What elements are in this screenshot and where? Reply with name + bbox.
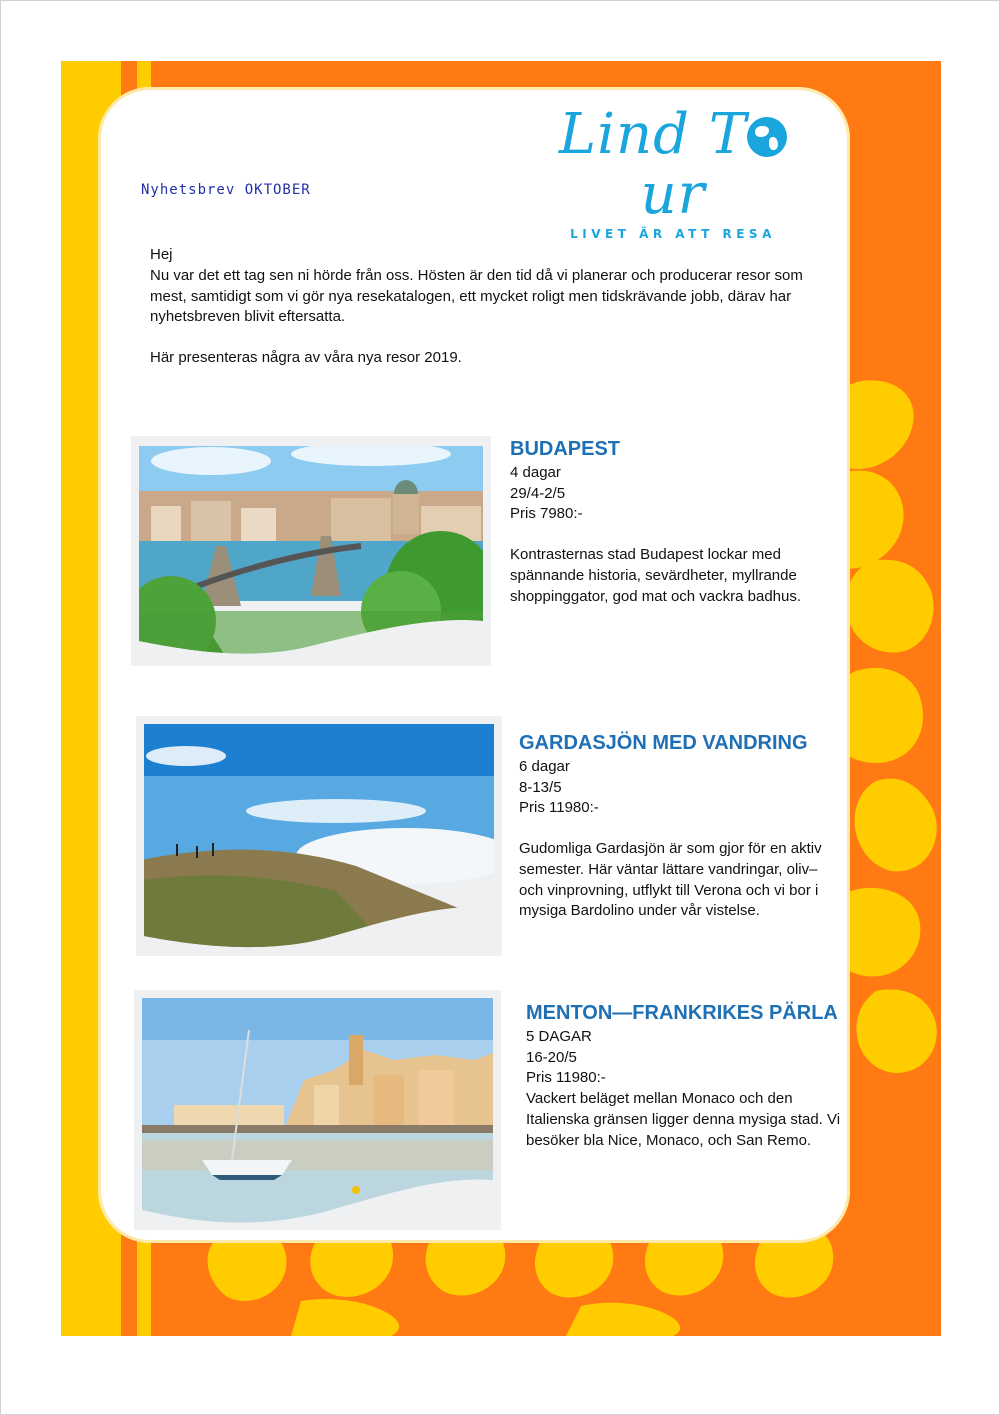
trip-price: Pris 11980:- [526,1069,606,1087]
trip-title: GARDASJÖN MED VANDRING [519,732,808,754]
trip-duration: 6 dagar [519,758,570,775]
trip-budapest [510,436,840,607]
trip-dates: 29/4-2/5 [510,484,566,502]
intro-text [150,245,810,369]
globe-icon [747,117,787,157]
trip-menton [526,1000,844,1151]
trip-dates: 8-13/5 [519,778,562,796]
trip-price: Pris 7980:- [510,505,583,523]
newsletter-label: Nyhetsbrev OKTOBER [141,182,311,198]
trip-gardasjon [519,730,844,922]
trip-title: BUDAPEST [510,438,621,460]
intro-body: Nu var det ett tag sen ni hörde från oss. Hösten är den tid då vi planerar och producerar resor som mest, samtidigt som vi gör nya resekatalogen, ett mycket roligt men tidskrävande jobb, därav har nyhetsbreven blivit eftersatta. [150,266,803,326]
trip-description: Vackert beläget mellan Monaco och den Italienska gränsen ligger denna mysiga stad. Vi besöker bla Nice, Monaco, och San Remo. [526,1090,841,1149]
intro-presenting: Här presenteras några av våra nya resor 2019. [150,349,462,367]
brand-name-part1: Lind T [558,102,748,167]
trip-duration: 5 DAGAR [526,1028,592,1045]
brand-name [538,102,808,227]
brand-name-part2: ur [640,162,706,227]
gardasjon-photo [136,716,502,956]
greeting: Hej [150,246,173,263]
trip-description: Kontrasternas stad Budapest lockar med spännande historia, sevärdheter, myllrande shoppinggator, god mat och vackra badhus. [510,546,802,605]
trip-dates: 16-20/5 [526,1048,577,1066]
trip-title: MENTON—FRANKRIKES PÄRLA [526,1002,838,1024]
brand-logo [538,102,808,241]
brand-tagline: LIVET ÄR ATT RESA [570,227,776,241]
menton-photo [134,990,501,1230]
budapest-photo [131,436,491,666]
trip-duration: 4 dagar [510,464,561,481]
trip-description: Gudomliga Gardasjön är som gjor för en aktiv semester. Här väntar lättare vandringar, oliv– och vinprovning, utflykt till Verona och vi bor i mysiga Bardolino under vår vistelse. [519,840,822,920]
trip-price: Pris 11980:- [519,799,599,817]
